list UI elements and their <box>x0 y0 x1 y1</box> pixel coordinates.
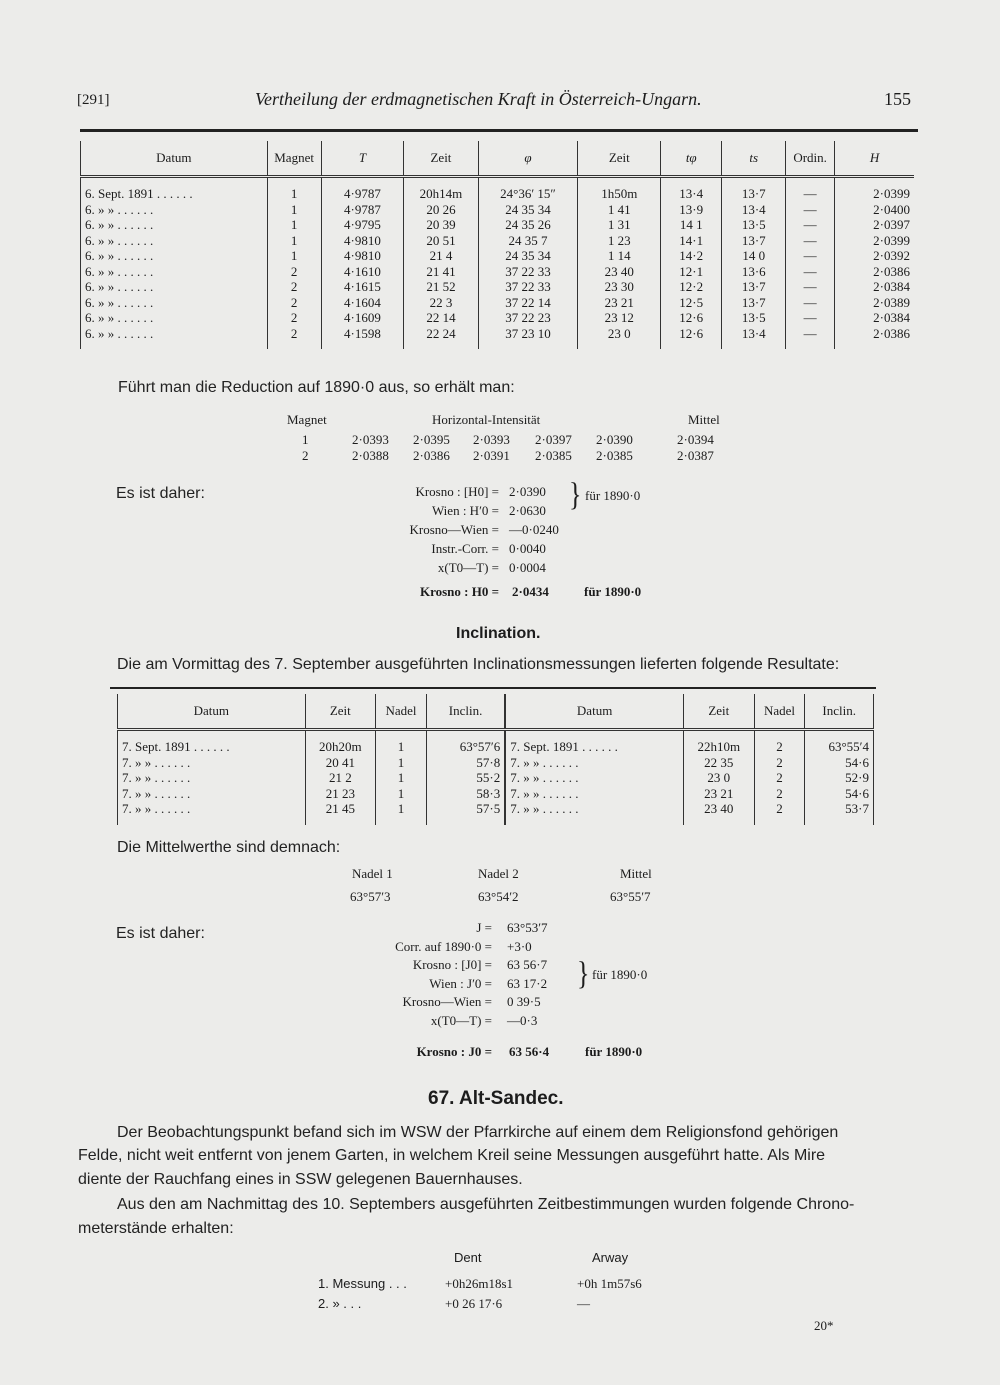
table-cell: 4·9787 <box>321 202 404 218</box>
table-row <box>81 233 915 249</box>
calc1-lhs: Krosno—Wien = <box>409 522 499 537</box>
calc2-result-rhs: 63 56·4 <box>509 1044 550 1059</box>
table-cell: — <box>786 233 835 249</box>
table-cell: 1 <box>267 248 321 264</box>
calc2-result-note: für 1890·0 <box>585 1044 643 1059</box>
table2-top-rule <box>110 687 876 689</box>
para1-line-3: diente der Rauchfang eines in SSW gelegenen Bauernhauses. <box>78 1171 523 1188</box>
table-cell: 21 23 <box>305 786 376 802</box>
table-cell: 4·1615 <box>321 279 404 295</box>
table-cell: 20 51 <box>404 233 478 249</box>
calc2-lhs: Wien : J′0 = <box>429 975 492 991</box>
table-cell: 1h50m <box>578 177 661 202</box>
table-cell: 37 22 33 <box>478 279 578 295</box>
table-cell: 6. » » . . . . . . <box>81 326 268 350</box>
section-heading: 67. Alt-Sandec. <box>428 1088 564 1109</box>
calc2-rhs: 63 56·7 <box>507 957 548 972</box>
table-cell: 7. » » . . . . . . <box>505 755 683 771</box>
chrono-arway: +0h 1m57s6 <box>577 1276 642 1291</box>
table-cell: 6. » » . . . . . . <box>81 295 268 311</box>
calc2-brace-note: für 1890·0 <box>592 967 648 982</box>
calc1-lhs: Wien : H′0 = <box>431 503 499 518</box>
inclination-table <box>117 694 874 825</box>
reduction-value: 2·0385 <box>535 448 572 463</box>
table-cell: 4·9810 <box>321 233 404 249</box>
table-cell: 57·8 <box>426 755 505 771</box>
th2-nadel2: Nadel <box>754 694 805 730</box>
table-cell: 2·0397 <box>873 217 910 232</box>
table-cell: 23 0 <box>683 770 754 786</box>
table-cell: 13·5 <box>722 217 786 233</box>
table-cell: 2 <box>754 770 805 786</box>
reduction-value: 2·0390 <box>596 432 633 447</box>
calc1-label: Es ist daher: <box>116 485 205 502</box>
table-cell: 12·1 <box>661 264 722 280</box>
reduction-intro: Führt man die Reduction auf 1890·0 aus, so erhält man: <box>118 379 515 396</box>
calc2-rhs: 0 39·5 <box>507 994 541 1009</box>
table-cell: 23 40 <box>683 801 754 825</box>
mittel-label-1: Nadel 1 <box>352 866 393 881</box>
table-cell: 21 2 <box>305 770 376 786</box>
calc2-lhs: J = <box>476 920 492 935</box>
table-cell: 4·9787 <box>321 177 404 202</box>
table-cell: 22h10m <box>683 730 754 755</box>
header-rule <box>80 129 918 132</box>
table-row <box>81 177 915 202</box>
table-cell: 7. » » . . . . . . <box>505 770 683 786</box>
reduction-value: 2·0395 <box>413 432 450 447</box>
calc2-rhs: —0·3 <box>507 1012 538 1028</box>
table-cell: 24 35 7 <box>478 233 578 249</box>
table-cell: 14 1 <box>661 217 722 233</box>
table-cell: 13·4 <box>661 177 722 202</box>
table-cell: 54·6 <box>805 786 874 802</box>
table-row <box>81 217 915 233</box>
table-cell: 13·7 <box>722 177 786 202</box>
th2-inclin2: Inclin. <box>805 694 874 730</box>
red-col-magnet: Magnet <box>287 412 327 427</box>
calc1-rhs: 2·0630 <box>509 503 546 518</box>
table-cell: 7. Sept. 1891 . . . . . . <box>505 730 683 755</box>
table-cell: 7. » » . . . . . . <box>505 786 683 802</box>
table-cell: — <box>786 248 835 264</box>
table-cell: 24 35 34 <box>478 202 578 218</box>
reduction-value: 2·0393 <box>352 432 389 447</box>
calc2-rhs: 63 17·2 <box>507 975 548 991</box>
th2-inclin: Inclin. <box>426 694 505 730</box>
chrono-label: 1. Messung . . . <box>318 1276 407 1291</box>
calc1-brace: } <box>569 476 582 513</box>
inclination-intro: Die am Vormittag des 7. September ausgeführten Inclinationsmessungen lieferten folgende Resultate: <box>117 656 840 673</box>
table-cell: 20h20m <box>305 730 376 755</box>
table-cell: 20 39 <box>404 217 478 233</box>
calc1-result-rhs: 2·0434 <box>512 584 549 599</box>
chrono-dent: +0 26 17·6 <box>445 1296 503 1311</box>
table-row <box>81 202 915 218</box>
th-zeit: Zeit <box>404 141 478 177</box>
th-datum: Datum <box>81 141 268 177</box>
table-cell: 13·4 <box>722 326 786 350</box>
th2-datum2: Datum <box>505 694 683 730</box>
table-row <box>118 801 874 825</box>
table-cell: 7. » » . . . . . . <box>505 801 683 825</box>
table-cell: 21 52 <box>404 279 478 295</box>
table-cell: 7. » » . . . . . . <box>118 801 306 825</box>
th-h: H <box>835 141 914 177</box>
table-cell: 22 24 <box>404 326 478 350</box>
table-row <box>81 295 915 311</box>
th-magnet: Magnet <box>267 141 321 177</box>
table-cell: 4·9810 <box>321 248 404 264</box>
th2-zeit2: Zeit <box>683 694 754 730</box>
table-cell: 23 21 <box>683 786 754 802</box>
th-zeit2: Zeit <box>578 141 661 177</box>
para1-line-2: Felde, nicht weit entfernt von jenem Garten, in welchem Kreil seine Messungen ausgeführt hatte. Als Mire <box>78 1147 826 1164</box>
table-cell: 20 26 <box>404 202 478 218</box>
table-cell: 12·6 <box>661 326 722 350</box>
table-row <box>81 264 915 280</box>
table-cell: 54·6 <box>805 755 874 771</box>
table-cell: 21 45 <box>305 801 376 825</box>
table-cell: 1 <box>376 801 427 825</box>
table-cell: 6. » » . . . . . . <box>81 217 268 233</box>
page-number: 155 <box>884 89 911 109</box>
table-cell: 2·0384 <box>873 310 910 325</box>
table-cell: 4·1604 <box>321 295 404 311</box>
chrono-label: 2. » . . . <box>318 1296 362 1311</box>
table-cell: 1 <box>376 730 427 755</box>
table-cell: 13·5 <box>722 310 786 326</box>
table-cell: 20 41 <box>305 755 376 771</box>
table-cell: 6. Sept. 1891 . . . . . . <box>81 177 268 202</box>
table-cell: 1 23 <box>578 233 661 249</box>
table-cell: 37 22 14 <box>478 295 578 311</box>
table-cell: 1 <box>267 217 321 233</box>
calc1-lhs: Instr.-Corr. = <box>431 541 499 556</box>
table-cell: 13·7 <box>722 233 786 249</box>
table-cell: 1 <box>267 202 321 218</box>
calc2-label: Es ist daher: <box>116 925 205 942</box>
table-cell: 7. Sept. 1891 . . . . . . <box>118 730 306 755</box>
table-row <box>118 755 874 771</box>
table-cell: 63°57′6 <box>426 730 505 755</box>
calc1-result-note: für 1890·0 <box>584 584 642 599</box>
table-cell: 14 0 <box>722 248 786 264</box>
calc2-lhs: Krosno : [J0] = <box>412 957 492 972</box>
table-cell: 23 12 <box>578 310 661 326</box>
para2-line-1: Aus den am Nachmittag des 10. Septembers ausgeführten Zeitbestimmungen wurden folgende Chrono- <box>117 1196 855 1213</box>
calc1-rhs: 2·0390 <box>509 484 546 499</box>
para2-line-2: meterstände erhalten: <box>78 1220 234 1237</box>
calc2-lhs: x(T0—T) = <box>430 1012 492 1028</box>
table-cell: 13·9 <box>661 202 722 218</box>
table-row <box>118 730 874 755</box>
calc1-rhs: 0·0040 <box>509 541 546 556</box>
calc1-brace-note: für 1890·0 <box>585 488 641 503</box>
table-cell: 14·1 <box>661 233 722 249</box>
table-cell: 4·9795 <box>321 217 404 233</box>
reduction-value: 2·0385 <box>596 448 633 463</box>
measurement-table <box>80 141 914 349</box>
table-cell: — <box>786 295 835 311</box>
table-cell: 7. » » . . . . . . <box>118 755 306 771</box>
chrono-col-arway: Arway <box>592 1250 629 1265</box>
table-cell: 2·0400 <box>873 201 910 217</box>
th2-datum: Datum <box>118 694 306 730</box>
table-cell: 4·1598 <box>321 326 404 350</box>
running-title: Vertheilung der erdmagnetischen Kraft in Österreich-Ungarn. <box>255 89 702 109</box>
table-cell: 52·9 <box>805 770 874 786</box>
table-cell: 4·1610 <box>321 264 404 280</box>
th-ts: ts <box>722 141 786 177</box>
table-cell: 24 35 26 <box>478 217 578 233</box>
table-cell: 22 3 <box>404 295 478 311</box>
calc2-rhs: +3·0 <box>507 938 532 954</box>
table-cell: 57·5 <box>426 801 505 825</box>
table-cell: 2·0389 <box>873 294 910 310</box>
table-cell: 2 <box>267 295 321 311</box>
table-cell: 23 21 <box>578 295 661 311</box>
reduction-magnet: 2 <box>302 448 309 463</box>
table-cell: 7. » » . . . . . . <box>118 770 306 786</box>
table-cell: — <box>786 326 835 350</box>
table-cell: 13·7 <box>722 279 786 295</box>
table-cell: — <box>786 177 835 202</box>
table-cell: 37 22 23 <box>478 310 578 326</box>
table-cell: 13·4 <box>722 202 786 218</box>
table-cell: 1 41 <box>578 202 661 218</box>
table-cell: 53·7 <box>805 801 874 825</box>
mittel-label-2: Nadel 2 <box>478 866 519 881</box>
th-tphi: tφ <box>661 141 722 177</box>
table-cell: 2·0386 <box>873 325 910 341</box>
table-row <box>81 310 915 326</box>
table-cell: 37 23 10 <box>478 326 578 350</box>
table-cell: 23 40 <box>578 264 661 280</box>
chrono-dent: +0h26m18s1 <box>445 1276 514 1291</box>
table-cell: 4·1609 <box>321 310 404 326</box>
table-cell: 1 <box>376 755 427 771</box>
table-cell: 6. » » . . . . . . <box>81 248 268 264</box>
mittel-label-3: Mittel <box>620 866 652 881</box>
table-cell: 14·2 <box>661 248 722 264</box>
table-cell: 1 <box>376 786 427 802</box>
table-cell: 23 30 <box>578 279 661 295</box>
mittel-value-1: 63°57′3 <box>350 889 391 904</box>
table-cell: 2·0399 <box>873 232 910 248</box>
reduction-magnet: 1 <box>302 432 309 447</box>
th2-zeit: Zeit <box>305 694 376 730</box>
table-cell: 13·6 <box>722 264 786 280</box>
calc1-lhs: x(T0—T) = <box>437 560 499 575</box>
table-cell: 23 0 <box>578 326 661 350</box>
table-cell: 7. » » . . . . . . <box>118 786 306 802</box>
th-ordin: Ordin. <box>786 141 835 177</box>
page-ref: [291] <box>77 92 110 108</box>
th-t: T <box>321 141 404 177</box>
calc2-lhs: Corr. auf 1890·0 = <box>395 938 492 954</box>
reduction-value: 2·0393 <box>473 432 510 447</box>
red-col-intensity: Horizontal-Intensität <box>432 412 541 427</box>
table-cell: 1 <box>376 770 427 786</box>
table-cell: 55·2 <box>426 770 505 786</box>
table-cell: 2·0384 <box>873 279 910 294</box>
table-cell: 12·6 <box>661 310 722 326</box>
reduction-value: 2·0391 <box>473 448 510 463</box>
reduction-value: 2·0386 <box>413 448 450 463</box>
table-cell: 20h14m <box>404 177 478 202</box>
table-row <box>118 786 874 802</box>
calc2-brace: } <box>577 955 590 992</box>
table-cell: 1 14 <box>578 248 661 264</box>
table-row <box>81 248 915 264</box>
table-cell: 6. » » . . . . . . <box>81 264 268 280</box>
table-cell: 2 <box>754 755 805 771</box>
table-cell: 6. » » . . . . . . <box>81 233 268 249</box>
mittel-intro: Die Mittelwerthe sind demnach: <box>117 839 341 856</box>
table-cell: — <box>786 264 835 280</box>
table-cell: 2 <box>267 264 321 280</box>
table-cell: 21 41 <box>404 264 478 280</box>
table-cell: 2 <box>754 801 805 825</box>
table-cell: 37 22 33 <box>478 264 578 280</box>
table-cell: 6. » » . . . . . . <box>81 310 268 326</box>
table-cell: 12·5 <box>661 295 722 311</box>
table-cell: 1 31 <box>578 217 661 233</box>
table-cell: 2·0392 <box>873 248 910 263</box>
th-phi: φ <box>478 141 578 177</box>
reduction-value: 2·0397 <box>535 432 572 447</box>
table-cell: 1 <box>267 233 321 249</box>
table-cell: 2 <box>754 786 805 802</box>
table-cell: 2 <box>267 326 321 350</box>
table-row <box>81 326 915 350</box>
mittel-value-2: 63°54′2 <box>478 889 519 904</box>
table-cell: — <box>786 279 835 295</box>
calc1-result-lhs: Krosno : H0 = <box>419 584 499 599</box>
table-row <box>118 770 874 786</box>
table-cell: — <box>786 202 835 218</box>
chrono-arway: — <box>577 1296 590 1311</box>
table-cell: 2 <box>267 279 321 295</box>
table-cell: 21 4 <box>404 248 478 264</box>
signature-mark: 20* <box>814 1318 834 1333</box>
reduction-mittel: 2·0387 <box>677 448 714 463</box>
calc2-result-lhs: Krosno : J0 = <box>416 1044 492 1059</box>
table-cell: — <box>786 217 835 233</box>
table-cell: 2 <box>267 310 321 326</box>
table-cell: 58·3 <box>426 786 505 802</box>
table-cell: 2·0399 <box>873 186 910 201</box>
table-cell: 6. » » . . . . . . <box>81 202 268 218</box>
table-cell: 13·7 <box>722 295 786 311</box>
table-cell: 2·0386 <box>873 263 910 279</box>
calc1-rhs: 0·0004 <box>509 560 546 575</box>
table-cell: — <box>786 310 835 326</box>
para1-line-1: Der Beobachtungspunkt befand sich im WSW der Pfarrkirche auf einem dem Religionsfond gehörigen <box>117 1124 839 1141</box>
table-cell: 12·2 <box>661 279 722 295</box>
table-cell: 24 35 34 <box>478 248 578 264</box>
table-cell: 6. » » . . . . . . <box>81 279 268 295</box>
table-cell: 2 <box>754 730 805 755</box>
calc2-rhs: 63°53′7 <box>507 920 548 935</box>
inclination-heading: Inclination. <box>456 625 541 642</box>
th2-nadel: Nadel <box>376 694 427 730</box>
reduction-value: 2·0388 <box>352 448 389 463</box>
table-cell: 22 35 <box>683 755 754 771</box>
calc1-lhs: Krosno : [H0] = <box>415 484 499 499</box>
mittel-value-3: 63°55′7 <box>610 889 651 904</box>
table-cell: 1 <box>267 177 321 202</box>
table-cell: 22 14 <box>404 310 478 326</box>
table-cell: 24°36′ 15″ <box>478 177 578 202</box>
reduction-mittel: 2·0394 <box>677 432 714 447</box>
table-cell: 63°55′4 <box>805 730 874 755</box>
table-row <box>81 279 915 295</box>
chrono-col-dent: Dent <box>454 1250 482 1265</box>
red-col-mittel: Mittel <box>688 412 720 427</box>
calc1-rhs: —0·0240 <box>509 522 559 537</box>
calc2-lhs: Krosno—Wien = <box>402 994 492 1009</box>
